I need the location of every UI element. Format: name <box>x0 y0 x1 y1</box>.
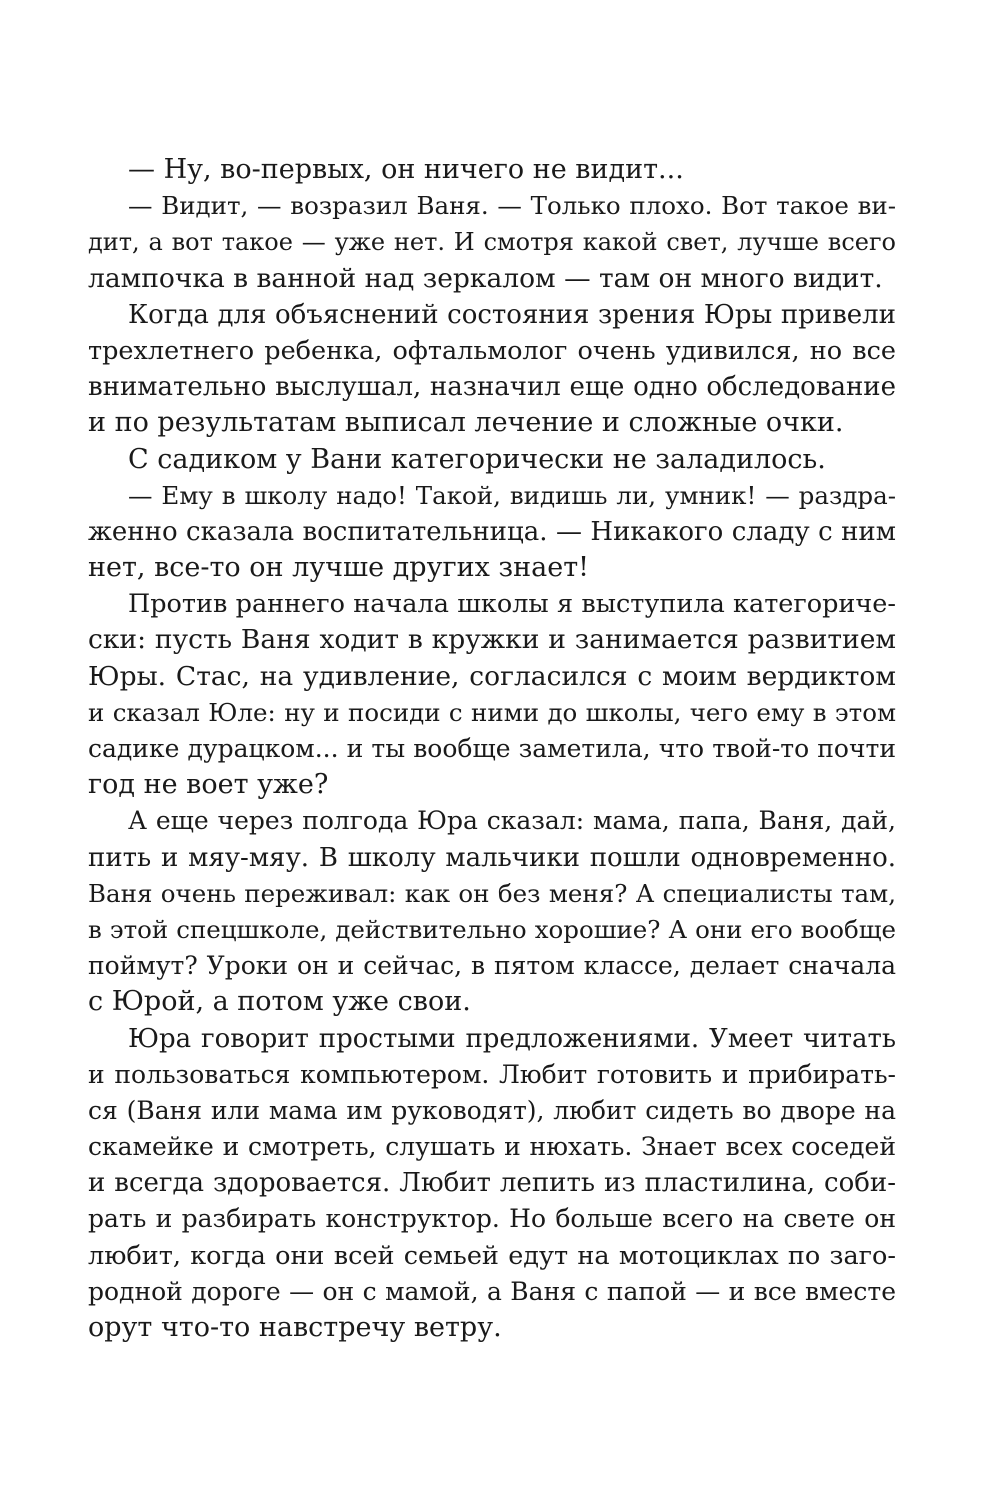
text-line: пить и мяу-мяу. В школу мальчики пошли одновременно. <box>88 842 896 873</box>
text-line: рать и разбирать конструктор. Но больше всего на свете он <box>88 1204 896 1234</box>
text-line: садике дурацком... и ты вообще заметила, что твой-то почти <box>88 734 896 763</box>
text-line: Когда для объяснений состояния зрения Юры привели <box>128 299 896 330</box>
text-line: Юра говорит простыми предложениями. Умеет читать <box>128 1023 896 1054</box>
text-line: — Ему в школу надо! Такой, видишь ли, умник! — раздра- <box>128 480 896 510</box>
text-line: и пользоваться компьютером. Любит готовить и прибирать- <box>88 1059 896 1089</box>
text-line: поймут? Уроки он и сейчас, в пятом классе, делает сначала <box>88 951 896 981</box>
text-line: в этой спецшколе, действительно хорошие? А они его вообще <box>88 914 896 944</box>
text-line: нет, все-то он лучше других знает! <box>88 552 589 584</box>
text-line: трехлетнего ребенка, офтальмолог очень удивился, но все <box>88 335 896 366</box>
text-line: С садиком у Вани категорически не заладилось. <box>128 443 826 475</box>
text-line: и всегда здоровается. Любит лепить из пластилина, соби- <box>88 1168 896 1199</box>
text-line: год не воет уже? <box>88 769 329 801</box>
text-line: — Видит, — возразил Ваня. — Только плохо. Вот такое ви- <box>128 191 896 221</box>
book-page <box>88 152 896 1346</box>
text-line: Ваня очень переживал: как он без меня? А специалисты там, <box>88 878 896 908</box>
text-line: с Юрой, а потом уже свои. <box>88 986 471 1018</box>
text-line: внимательно выслушал, назначил еще одно обследование <box>88 372 896 403</box>
text-line: любит, когда они всей семьей едут на мотоциклах по заго- <box>88 1240 896 1271</box>
text-line: лампочка в ванной над зеркалом — там он много видит. <box>88 262 883 294</box>
text-line: ски: пусть Ваня ходит в кружки и занимается развитием <box>88 624 896 656</box>
text-line: скамейке и смотреть, слушать и нюхать. Знает всех соседей <box>88 1132 896 1162</box>
text-line: ся (Ваня или мама им руководят), любит сидеть во дворе на <box>88 1095 896 1125</box>
text-line: — Ну, во-первых, он ничего не видит... <box>128 154 684 185</box>
text-line: и по результатам выписал лечение и сложные очки. <box>88 407 844 439</box>
text-line: родной дороге — он с мамой, а Ваня с папой — и все вместе <box>88 1276 896 1306</box>
text-line: и сказал Юле: ну и посиди с ними до школы, чего ему в этом <box>88 697 896 727</box>
text-line: женно сказала воспитательница. — Никакого сладу с ним <box>88 516 896 547</box>
text-line: Против раннего начала школы я выступила категориче- <box>128 589 896 620</box>
text-line: А еще через полгода Юра сказал: мама, папа, Ваня, дай, <box>128 806 896 836</box>
text-line: дит, а вот такое — уже нет. И смотря какой свет, лучше всего <box>88 228 896 257</box>
text-line: орут что-то навстречу ветру. <box>88 1312 502 1343</box>
text-line: Юры. Стас, на удивление, согласился с моим вердиктом <box>88 660 896 692</box>
